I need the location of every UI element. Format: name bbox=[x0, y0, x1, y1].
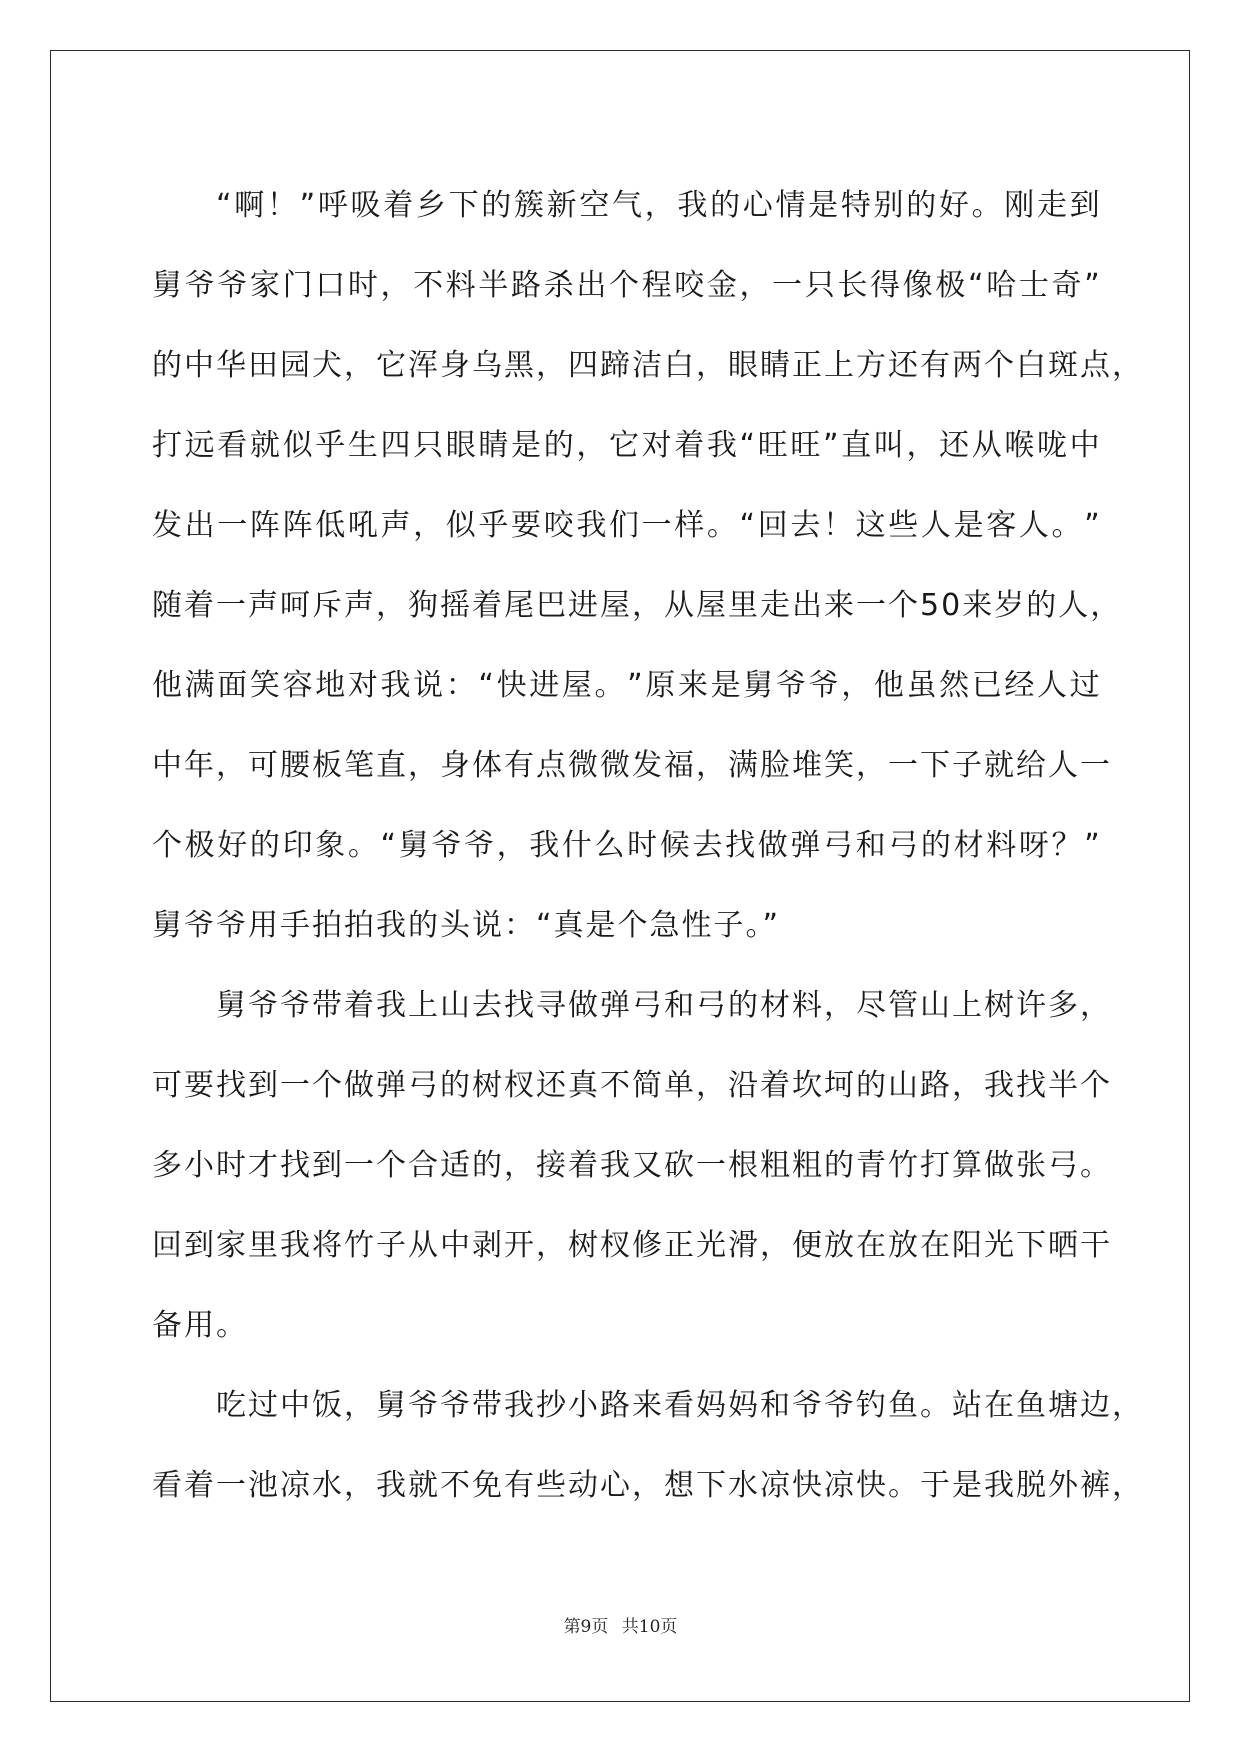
text-line: 随 着 一 声 呵 斥 声 ， 狗 摇 着 尾 巴 进 屋 ， 从 屋 里 走 出 来 一 个 5 0 来 岁 的 人 ， bbox=[152, 588, 1123, 623]
text-line: 吃 过 中 饭 ， 舅 爷 爷 带 我 抄 小 路 来 看 妈 妈 和 爷 爷 钓 鱼 。 站 在 鱼 塘 边 ， bbox=[216, 1388, 1144, 1423]
page-footer bbox=[0, 1612, 1241, 1637]
text-line: “ 啊 ！ ” 呼 吸 着 乡 下 的 簇 新 空 气 ， 我 的 心 情 是 特 别 的 好 。 刚 走 到 bbox=[216, 188, 1102, 223]
text-line: 舅 爷 爷 家 门 口 时 ， 不 料 半 路 杀 出 个 程 咬 金 ， 一 只 长 得 像 极 “ 哈 士 奇 ” bbox=[152, 268, 1102, 303]
text-line: 发 出 一 阵 阵 低 吼 声 ， 似 乎 要 咬 我 们 一 样 。 “ 回 去 ！ 这 些 人 是 客 人 。 ” bbox=[152, 508, 1102, 543]
text-line: 看 着 一 池 凉 水 ， 我 就 不 免 有 些 动 心 ， 想 下 水 凉 快 凉 快 。 于 是 我 脱 外 裤 ， bbox=[152, 1468, 1144, 1503]
text-line: 备用。 bbox=[152, 1308, 248, 1343]
text-line: 他 满 面 笑 容 地 对 我 说 ： “ 快 进 屋 。 ” 原 来 是 舅 爷 爷 ， 他 虽 然 已 经 人 过 bbox=[152, 668, 1102, 703]
text-line: 多 小 时 才 找 到 一 个 合 适 的 ， 接 着 我 又 砍 一 根 粗 粗 的 青 竹 打 算 做 张 弓 。 bbox=[152, 1148, 1112, 1183]
text-line: 回 到 家 里 我 将 竹 子 从 中 剥 开 ， 树 杈 修 正 光 滑 ， 便 放 在 放 在 阳 光 下 晒 干 bbox=[152, 1228, 1112, 1263]
text-line: 可 要 找 到 一 个 做 弹 弓 的 树 杈 还 真 不 简 单 ， 沿 着 坎 坷 的 山 路 ， 我 找 半 个 bbox=[152, 1068, 1112, 1103]
text-line: 舅爷爷用手拍拍我的头说：“真是个急性子。” bbox=[152, 908, 781, 943]
text-line: 舅 爷 爷 带 着 我 上 山 去 找 寻 做 弹 弓 和 弓 的 材 料 ， 尽 管 山 上 树 许 多 ， bbox=[216, 988, 1112, 1023]
page-number-total: 共10页 bbox=[621, 1617, 678, 1637]
document-body bbox=[152, 166, 1144, 1526]
text-line: 的 中 华 田 园 犬 ， 它 浑 身 乌 黑 ， 四 蹄 洁 白 ， 眼 睛 正 上 方 还 有 两 个 白 斑 点 ， bbox=[152, 348, 1144, 383]
page-number-current: 第9页 bbox=[563, 1617, 609, 1637]
text-line: 个 极 好 的 印 象 。 “ 舅 爷 爷 ， 我 什 么 时 候 去 找 做 弹 弓 和 弓 的 材 料 呀 ？ ” bbox=[152, 828, 1102, 863]
text-line: 中 年 ， 可 腰 板 笔 直 ， 身 体 有 点 微 微 发 福 ， 满 脸 堆 笑 ， 一 下 子 就 给 人 一 bbox=[152, 748, 1112, 783]
text-line: 打 远 看 就 似 乎 生 四 只 眼 睛 是 的 ， 它 对 着 我 “ 旺 旺 ” 直 叫 ， 还 从 喉 咙 中 bbox=[152, 428, 1102, 463]
